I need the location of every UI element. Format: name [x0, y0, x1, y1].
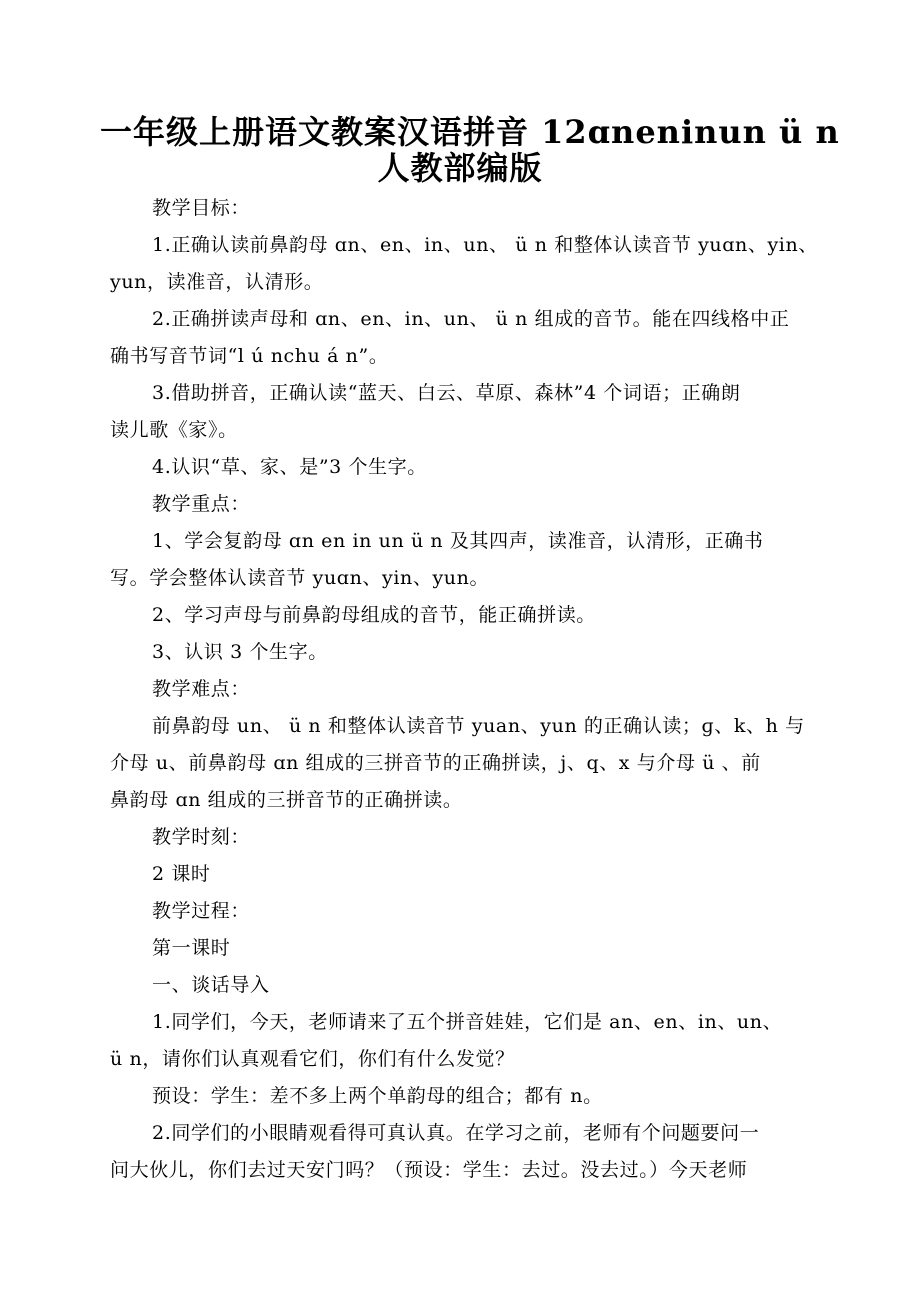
body-text-line: 预设：学生：差不多上两个单韵母的组合；都有 n。 — [152, 1085, 603, 1107]
body-text-line: 第一课时 — [152, 937, 231, 959]
body-text-line: 前鼻韵母 un、 ü n 和整体认读音节 yuan、yun 的正确认读；ɡ、k、h 与 — [152, 715, 805, 737]
body-text-line: ü n，请你们认真观看它们，你们有什么发觉？ — [110, 1048, 515, 1070]
body-text-line: 确书写音节词“l ú nchu á n”。 — [110, 345, 389, 367]
body-text-line: 3、认识 3 个生字。 — [152, 641, 328, 663]
body-text-line: 2.同学们的小眼睛观看得可真认真。在学习之前，老师有个问题要问一 — [152, 1122, 760, 1144]
body-text-line: 鼻韵母 ɑn 组成的三拼音节的正确拼读。 — [110, 789, 463, 811]
body-text-line: yun，读准音，认清形。 — [110, 271, 324, 293]
body-text-line: 1、学会复韵母 ɑn en in un ü n 及其四声，读准音，认清形，正确书 — [152, 530, 764, 552]
body-text-line: 教学目标： — [152, 197, 251, 219]
body-text-line: 教学重点： — [152, 493, 251, 515]
body-text-line: 问大伙儿，你们去过天安门吗？（预设：学生：去过。没去过。）今天老师 — [110, 1159, 748, 1181]
body-text-line: 2 课时 — [152, 863, 211, 885]
document-title-line-2: 人教部编版 — [377, 149, 543, 187]
body-text-line: 教学难点： — [152, 678, 251, 700]
body-text-line: 4.认识“草、家、是”3 个生字。 — [152, 456, 427, 478]
body-text-line: 1.同学们，今天，老师请来了五个拼音娃娃，它们是 an、en、in、un、 — [152, 1011, 783, 1033]
body-text-line: 介母 u、前鼻韵母 ɑn 组成的三拼音节的正确拼读，j、q、x 与介母 ü 、前 — [110, 752, 761, 774]
body-text-line: 写。学会整体认读音节 yuɑn、yin、yun。 — [110, 567, 490, 589]
body-text-line: 一、谈话导入 — [152, 974, 270, 996]
body-text-line: 教学时刻： — [152, 826, 251, 848]
document-body — [110, 190, 818, 1189]
document-title-line-1: 一年级上册语文教案汉语拼音 12ɑneninun ü n — [100, 113, 840, 151]
body-text-line: 读儿歌《家》。 — [110, 419, 238, 441]
body-text-line: 2.正确拼读声母和 ɑn、en、in、un、 ü n 组成的音节。能在四线格中正 — [152, 308, 790, 330]
body-text-line: 2、学习声母与前鼻韵母组成的音节，能正确拼读。 — [152, 604, 596, 626]
body-text-line: 1.正确认读前鼻韵母 ɑn、en、in、un、 ü n 和整体认读音节 yuɑn、yin、 — [152, 234, 818, 256]
body-text-line: 教学过程： — [152, 900, 251, 922]
body-text-line: 3.借助拼音，正确认读“蓝天、白云、草原、森林”4 个词语；正确朗 — [152, 382, 741, 404]
